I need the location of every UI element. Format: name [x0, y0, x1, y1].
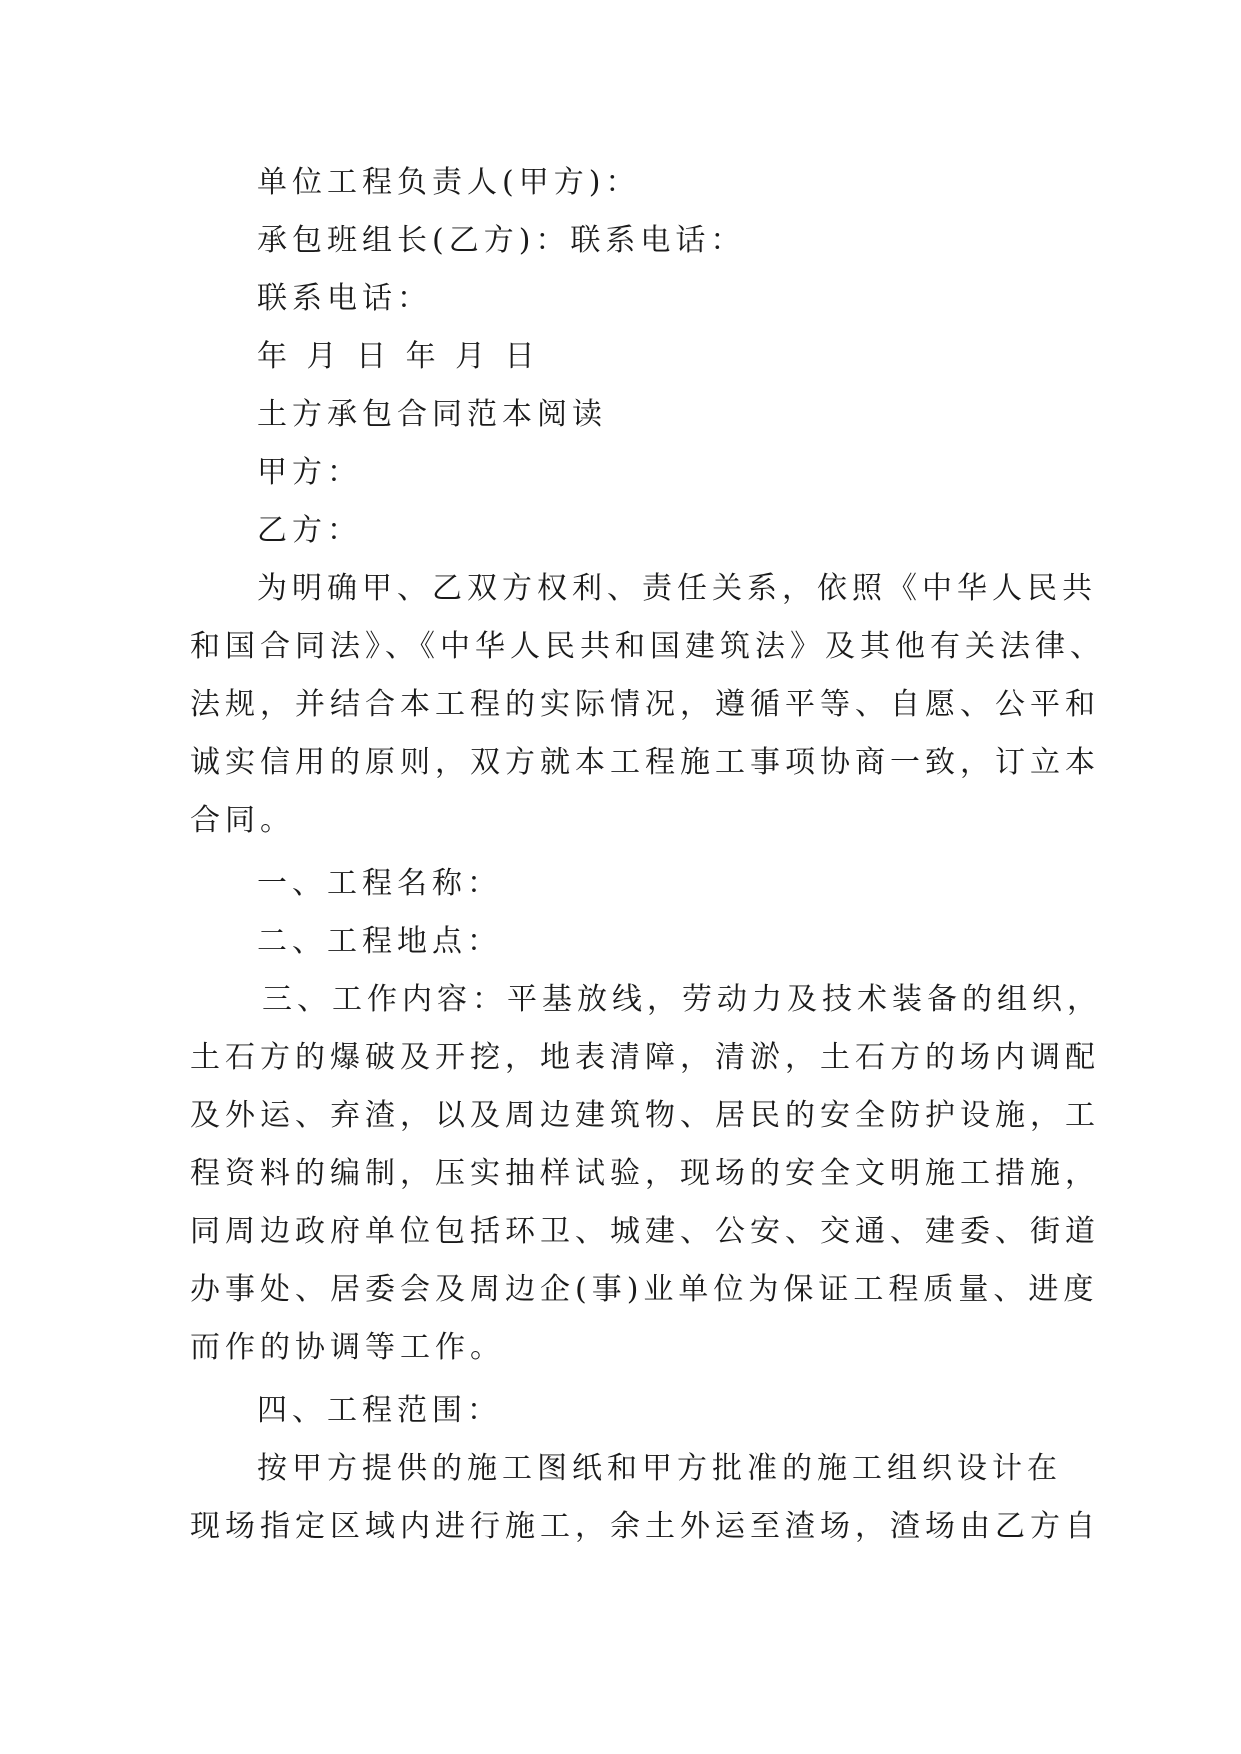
work-content-line: 土石方的爆破及开挖，地表清障，清淤，土石方的场内调配 — [190, 1040, 1100, 1075]
work-content-line: 同周边政府单位包括环卫、城建、公安、交通、建委、街道 — [190, 1214, 1100, 1249]
section-project-name: 一、工程名称： — [257, 866, 502, 901]
work-content-line: 程资料的编制，压实抽样试验，现场的安全文明施工措施， — [190, 1156, 1100, 1191]
scope-line: 按甲方提供的施工图纸和甲方批准的施工组织设计在 — [257, 1451, 1062, 1486]
document-title: 土方承包合同范本阅读 — [257, 397, 607, 432]
preamble-line: 合同。 — [190, 803, 295, 838]
preamble-line: 法规，并结合本工程的实际情况，遵循平等、自愿、公平和 — [190, 687, 1100, 722]
party-b-line: 乙方： — [257, 513, 362, 548]
party-a-line: 甲方： — [257, 455, 362, 490]
section-work-content: 三、工作内容：平基放线，劳动力及技术装备的组织， — [262, 982, 1102, 1017]
contact-phone: 联系电话： — [257, 281, 432, 316]
scope-line: 现场指定区域内进行施工，余土外运至渣场，渣场由乙方自 — [190, 1509, 1100, 1544]
work-content-line: 而作的协调等工作。 — [190, 1330, 505, 1365]
preamble-line: 为明确甲、乙双方权利、责任关系，依照《中华人民共 — [257, 571, 1097, 606]
signature-party-b: 承包班组长(乙方)：联系电话： — [257, 223, 746, 258]
signature-party-a: 单位工程负责人(甲方)： — [257, 165, 641, 200]
work-content-line: 办事处、居委会及周边企(事)业单位为保证工程质量、进度 — [190, 1272, 1099, 1307]
work-content-line: 及外运、弃渣，以及周边建筑物、居民的安全防护设施，工 — [190, 1098, 1100, 1133]
preamble-line: 和国合同法》、《中华人民共和国建筑法》及其他有关法律、 — [190, 629, 1105, 664]
section-project-scope: 四、工程范围： — [257, 1393, 502, 1428]
section-project-location: 二、工程地点： — [257, 924, 502, 959]
preamble-line: 诚实信用的原则，双方就本工程施工事项协商一致，订立本 — [190, 745, 1100, 780]
date-line: 年 月 日 年 月 日 — [257, 339, 540, 374]
